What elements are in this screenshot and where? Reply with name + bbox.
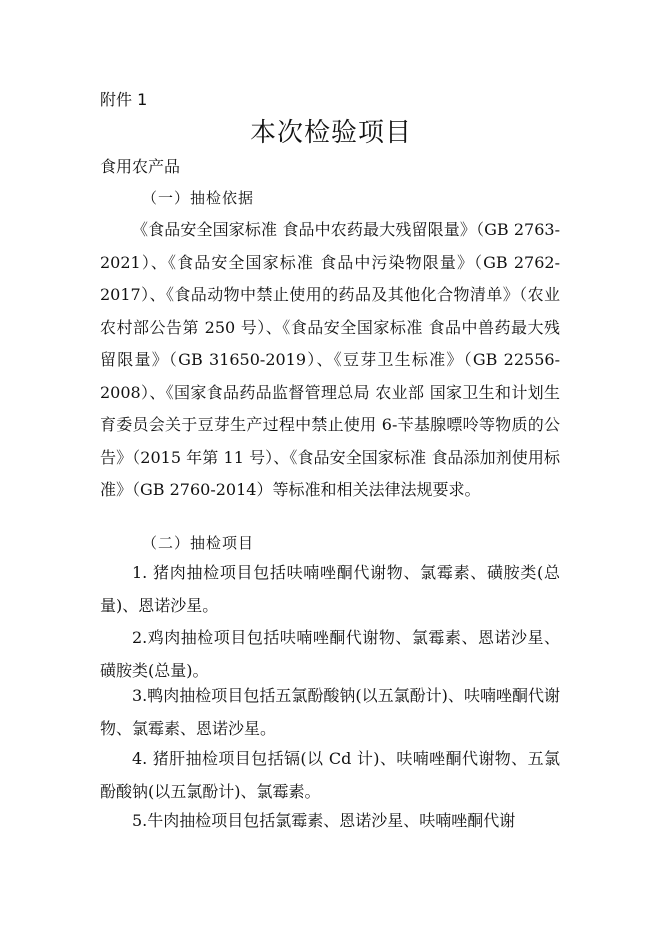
list-item: 5.牛肉抽检项目包括氯霉素、恩诺沙星、呋喃唑酮代谢: [132, 811, 516, 830]
page-title: 本次检验项目: [249, 118, 412, 148]
section1-heading: （一）抽检依据: [142, 189, 255, 207]
list-item: 2.鸡肉抽检项目包括呋喃唑酮代谢物、氯霉素、恩诺沙星、磺胺类(总量)。: [100, 628, 560, 680]
list-item: 1. 猪肉抽检项目包括呋喃唑酮代谢物、氯霉素、磺胺类(总量)、恩诺沙星。: [100, 563, 560, 615]
category-heading: 食用农产品: [100, 157, 181, 176]
section2-heading: （二）抽检项目: [142, 534, 255, 552]
attachment-label: 附件 1: [100, 90, 148, 109]
section1-paragraph: 《食品安全国家标准 食品中农药最大残留限量》（GB 2763-2021）、《食品安全国家标准 食品中污染物限量》（GB 2762-2017）、《食品动物中禁止使用的药品及其他化合物清单》（农业农村部公告第 250 号）、《食品安全国家标准 食品中兽药最大残留限量》（GB 31650-2019）、《豆芽卫生标准》（GB 22556-2008）、《国家食品药品监督管理总局 农业部 国家卫生和计划生育委员会关于豆芽生产过程中禁止使用 6-苄基腺嘌呤等物质的公告》（2015 年第 11 号）、《食品安全国家标准 食品添加剂使用标准》（GB 2760-2014）等标准和相关法律法规要求。: [100, 220, 560, 499]
list-item: 4. 猪肝抽检项目包括镉(以 Cd 计)、呋喃唑酮代谢物、五氯酚酸钠(以五氯酚计)、氯霉素。: [100, 749, 560, 801]
list-item: 3.鸭肉抽检项目包括五氯酚酸钠(以五氯酚计)、呋喃唑酮代谢物、氯霉素、恩诺沙星。: [100, 686, 560, 738]
